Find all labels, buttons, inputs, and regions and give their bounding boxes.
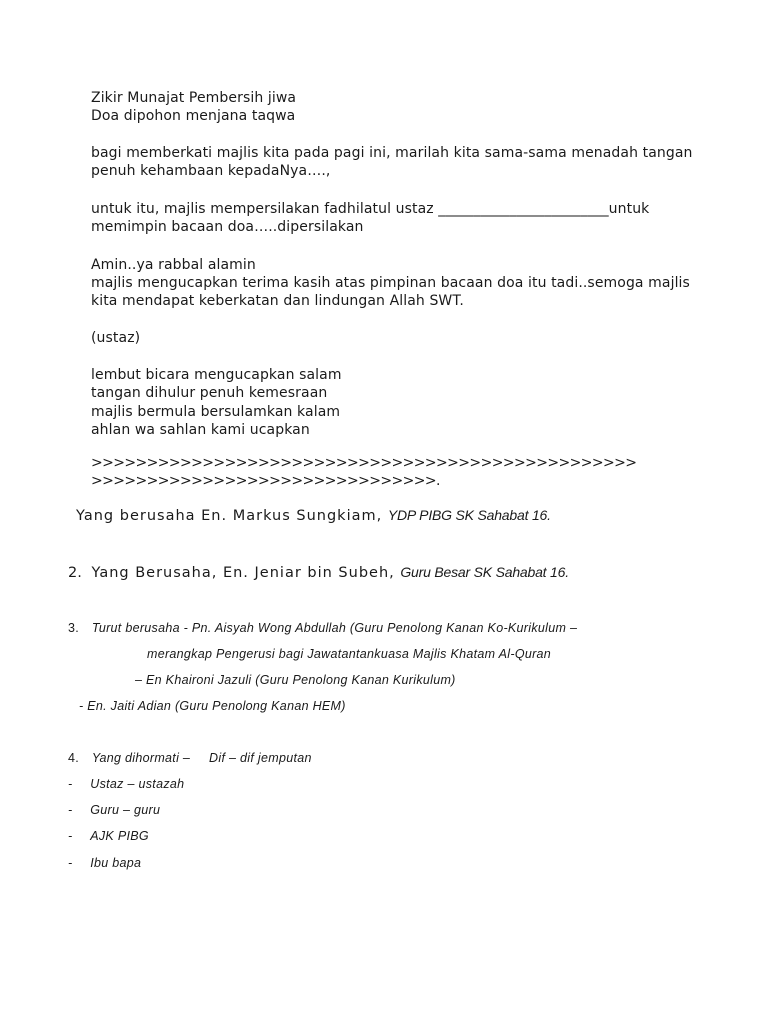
poem-line: ahlan wa sahlan kami ucapkan: [91, 422, 310, 438]
paragraph-line: penuh kehambaan kepadaNya….,: [91, 163, 331, 179]
salutation-item-1: [76, 506, 551, 525]
poem-line: Doa dipohon menjana taqwa: [91, 108, 296, 124]
paragraph-line: memimpin bacaan doa…..dipersilakan: [91, 219, 364, 235]
list-item: [68, 828, 149, 844]
salutation-text: – En Khaironi Jazuli (Guru Penolong Kanan Kurikulum): [135, 673, 456, 687]
salutation-role: YDP PIBG SK Sahabat 16.: [387, 507, 551, 523]
salutation-text: Turut berusaha - Pn. Aisyah Wong Abdullah (Guru Penolong Kanan Ko-Kurikulum –: [91, 621, 578, 635]
bullet-dash: -: [68, 829, 73, 843]
item-number: 2.: [68, 565, 82, 581]
paragraph-line: Amin..ya rabbal alamin: [91, 257, 256, 273]
salutation-name: Yang berusaha En. Markus Sungkiam,: [76, 508, 383, 524]
paragraph-line: majlis mengucapkan terima kasih atas pimpinan bacaan doa itu tadi..semoga majlis: [91, 275, 690, 291]
list-item: [68, 855, 141, 871]
item-number: 3.: [68, 621, 80, 635]
paragraph-line: (ustaz): [91, 330, 141, 346]
separator-arrows: >>>>>>>>>>>>>>>>>>>>>>>>>>>>>>>.: [91, 473, 440, 489]
poem-line: majlis bermula bersulamkan kalam: [91, 404, 341, 420]
salutation-role: Guru Besar SK Sahabat 16.: [400, 564, 569, 580]
item-number: 4.: [68, 751, 80, 765]
salutation-text: Yang dihormati – Dif – dif jemputan: [91, 751, 312, 765]
salutation-item-3: [68, 620, 577, 636]
list-item-label: AJK PIBG: [90, 829, 149, 843]
poem-line: lembut bicara mengucapkan salam: [91, 367, 342, 383]
salutation-item-2: [68, 563, 569, 582]
list-item-label: Ustaz – ustazah: [90, 777, 185, 791]
bullet-dash: -: [68, 856, 73, 870]
list-item-label: Ibu bapa: [90, 856, 142, 870]
poem-line: tangan dihulur penuh kemesraan: [91, 385, 328, 401]
bullet-dash: -: [68, 777, 73, 791]
salutation-text: - En. Jaiti Adian (Guru Penolong Kanan HEM): [79, 699, 346, 713]
paragraph-line: kita mendapat keberkatan dan lindungan Allah SWT.: [91, 293, 464, 309]
list-item: [68, 802, 160, 818]
salutation-item-4: [68, 750, 312, 766]
list-item-label: Guru – guru: [90, 803, 161, 817]
separator-arrows: >>>>>>>>>>>>>>>>>>>>>>>>>>>>>>>>>>>>>>>>>>>>>>>>>: [91, 455, 637, 471]
paragraph-line: bagi memberkati majlis kita pada pagi ini, marilah kita sama-sama menadah tangan: [91, 145, 693, 161]
paragraph-line: untuk itu, majlis mempersilakan fadhilatul ustaz ________________________untuk: [91, 201, 650, 217]
poem-line: Zikir Munajat Pembersih jiwa: [91, 90, 297, 106]
list-item: [68, 776, 184, 792]
salutation-name: Yang Berusaha, En. Jeniar bin Subeh,: [91, 565, 395, 581]
salutation-text: merangkap Pengerusi bagi Jawatantankuasa Majlis Khatam Al-Quran: [147, 647, 552, 661]
bullet-dash: -: [68, 803, 73, 817]
